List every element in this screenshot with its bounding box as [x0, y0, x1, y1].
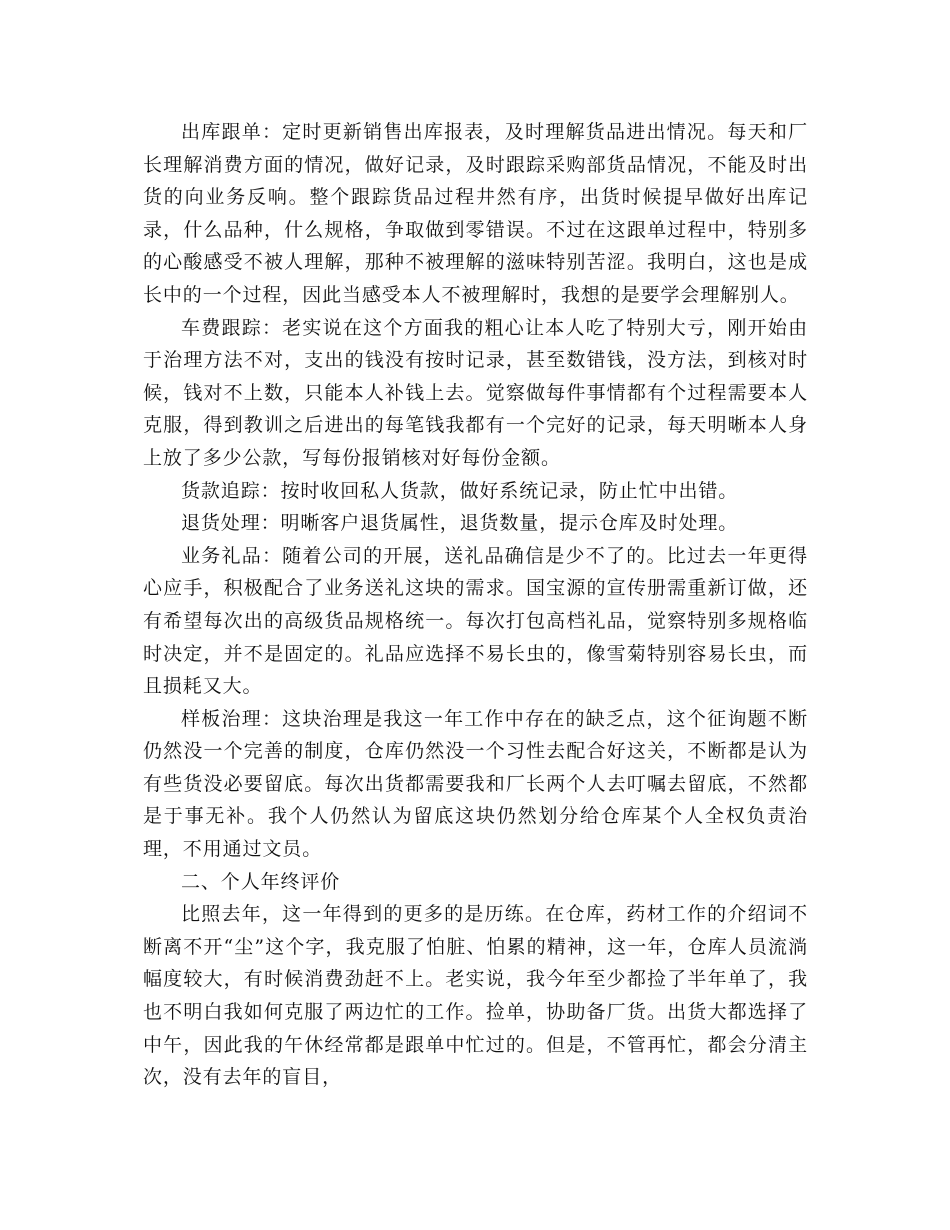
paragraph-returns-handling: 退货处理：明晰客户退货属性，退货数量，提示仓库及时处理。	[181, 512, 739, 535]
paragraph-payment-tracking: 货款追踪：按时收回私人货款，做好系统记录，防止忙中出错。	[181, 479, 739, 502]
paragraph-outbound-tracking: 出库跟单：定时更新销售出库报表，及时理解货品进出情况。每天和厂长理解消费方面的情况，做好记录，及时跟踪采购部货品情况，不能及时出货的向业务反响。整个跟踪货品过程井然有序，出货时候提早做好出库记录，什么品种，什么规格，争取做到零错误。不过在这跟单过程中，特别多的心酸感受不被人理解，那种不被理解的滋味特别苦涩。我明白，这也是成长中的一个过程，因此当感受本人不被理解时，我想的是要学会理解别人。	[143, 121, 808, 306]
paragraph-sample-management: 样板治理：这块治理是我这一年工作中存在的缺乏点，这个征询题不断仍然没一个完善的制度，仓库仍然没一个习性去配合好这关，不断都是认为有些货没必要留底。每次出货都需要我和厂长两个人去叮嘱去留底，不然都是于事无补。我个人仍然认为留底这块仍然划分给仓库某个人全权负责治理，不用通过文员。	[143, 707, 808, 861]
paragraph-annual-review: 比照去年，这一年得到的更多的是历练。在仓库，药材工作的介绍词不断离不开“尘”这个字，我克服了怕脏、怕累的精神，这一年，仓库人员流淌幅度较大，有时候消费劲赶不上。老实说，我今年至少都捡了半年单了，我也不明白我如何克服了两边忙的工作。捡单，协助备厂货。出货大都选择了中午，因此我的午休经常都是跟单中忙过的。但是，不管再忙，都会分清主次，没有去年的盲目，	[143, 903, 808, 1089]
paragraph-fare-tracking: 车费跟踪：老实说在这个方面我的粗心让本人吃了特别大亏，刚开始由于治理方法不对，支出的钱没有按时记录，甚至数错钱，没方法，到核对时候，钱对不上数，只能本人补钱上去。觉察做每件事情都有个过程需要本人克服，得到教训之后进出的每笔钱我都有一个完好的记录，每天明晰本人身上放了多少公款，写每份报销核对好每份金额。	[143, 316, 808, 469]
paragraph-business-gifts: 业务礼品：随着公司的开展，送礼品确信是少不了的。比过去一年更得心应手，积极配合了业务送礼这块的需求。国宝源的宣传册需重新订做，还有希望每次出的高级货品规格统一。每次打包高档礼品，觉察特别多规格临时决定，并不是固定的。礼品应选择不易长虫的，像雪菊特别容易长虫，而且损耗又大。	[143, 544, 808, 698]
section-heading-annual-review: 二、个人年终评价	[181, 870, 341, 893]
document-body	[143, 116, 808, 1094]
